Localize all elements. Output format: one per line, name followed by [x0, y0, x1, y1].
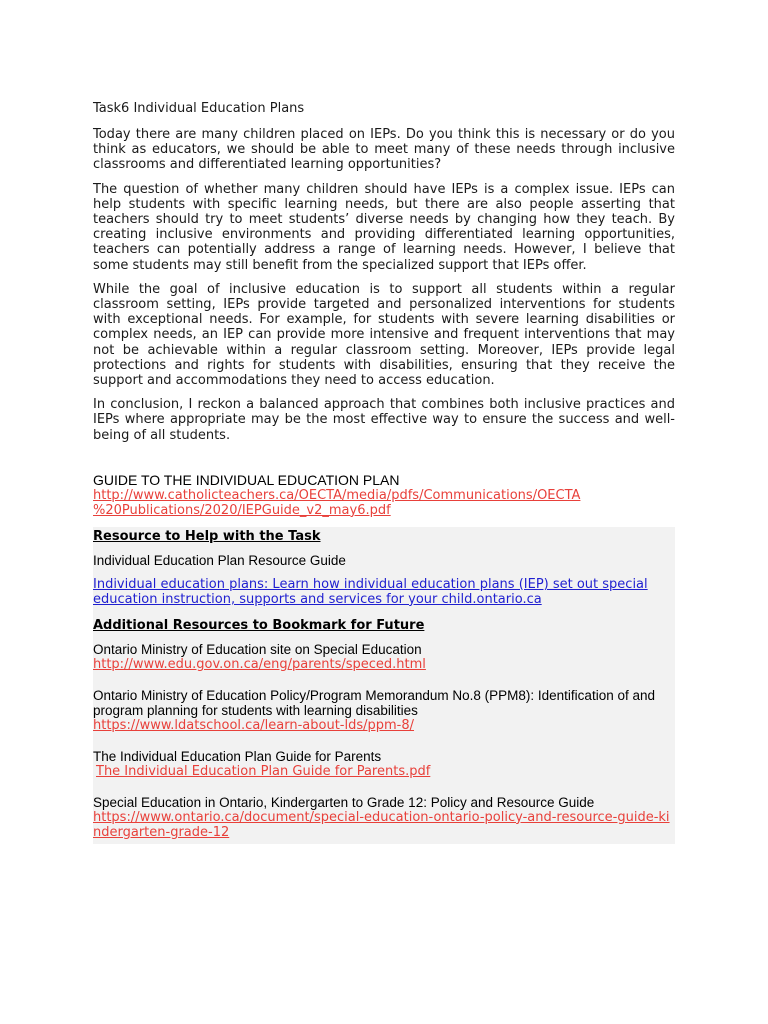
resources-box — [93, 527, 675, 844]
paragraph-conclusion: In conclusion, I reckon a balanced approach that combines both inclusive practices and IEPs where appropriate may be the most effective way to ensure the success and well-being of all students. — [93, 397, 675, 443]
item-title: Ontario Ministry of Education site on Special Education — [93, 641, 422, 657]
paragraph-inclusive-goal: While the goal of inclusive education is to support all students within a regular classroom setting, IEPs provide targeted and personalized interventions for students with exceptional needs. For example, for students with severe learning disabilities or complex needs, an IEP can provide more intensive and frequent interventions that may not be achievable within a regular classroom setting. Moreover, IEPs provide legal protections and rights for students with disabilities, ensuring that they receive the support and accommodations they need to access education. — [93, 281, 675, 389]
item-title: Ontario Ministry of Education Policy/Program Memorandum No.8 (PPM8): Identification of and program planning for students with learning disabilities — [93, 687, 655, 718]
guide-link[interactable] — [93, 488, 675, 518]
resource-link-line-2: education instruction, supports and services for your child.ontario.ca — [93, 591, 542, 607]
item-link[interactable]: https://www.ldatschool.ca/learn-about-lds/ppm-8/ — [93, 717, 415, 733]
item-link[interactable]: The Individual Education Plan Guide for Parents.pdf — [96, 763, 431, 779]
guide-title: GUIDE TO THE INDIVIDUAL EDUCATION PLAN — [93, 471, 400, 488]
additional-item-policy-guide — [93, 795, 675, 840]
guide-section — [93, 472, 675, 518]
item-link[interactable]: http://www.edu.gov.on.ca/eng/parents/speced.html — [93, 656, 426, 672]
item-title: The Individual Education Plan Guide for Parents — [93, 748, 382, 764]
resource-guide-title: Individual Education Plan Resource Guide — [93, 552, 346, 568]
resource-link-line-1: Individual education plans: Learn how individual education plans (IEP) set out special — [93, 576, 648, 592]
additional-heading: Additional Resources to Bookmark for Future — [93, 617, 425, 633]
guide-link-line-1: http://www.catholicteachers.ca/OECTA/media/pdfs/Communications/OECTA — [93, 487, 581, 503]
additional-item-ppm8 — [93, 688, 675, 733]
additional-item-parent-guide — [93, 749, 675, 779]
resource-guide-link[interactable] — [93, 577, 675, 607]
item-title: Special Education in Ontario, Kindergarten to Grade 12: Policy and Resource Guide — [93, 794, 595, 810]
item-link[interactable]: https://www.ontario.ca/document/special-education-ontario-policy-and-resource-guide-kindergarten-grade-12 — [93, 809, 670, 840]
resource-heading: Resource to Help with the Task — [93, 528, 321, 544]
paragraph-question: Today there are many children placed on IEPs. Do you think this is necessary or do you think as educators, we should be able to meet many of these needs through inclusive classrooms and differentiated learning opportunities? — [93, 127, 675, 173]
document-title: Task6 Individual Education Plans — [93, 101, 305, 116]
document-page — [93, 101, 675, 844]
paragraph-complex-issue: The question of whether many children should have IEPs is a complex issue. IEPs can help students with specific learning needs, but there are also people asserting that teachers should try to meet students’ diverse needs by changing how they teach. By creating inclusive environments and providing differentiated learning opportunities, teachers can potentially address a range of learning needs. However, I believe that some students may still benefit from the specialized support that IEPs offer. — [93, 181, 675, 273]
additional-item-ministry-site — [93, 642, 675, 672]
guide-link-line-2: %20Publications/2020/IEPGuide_v2_may6.pdf — [93, 502, 391, 518]
